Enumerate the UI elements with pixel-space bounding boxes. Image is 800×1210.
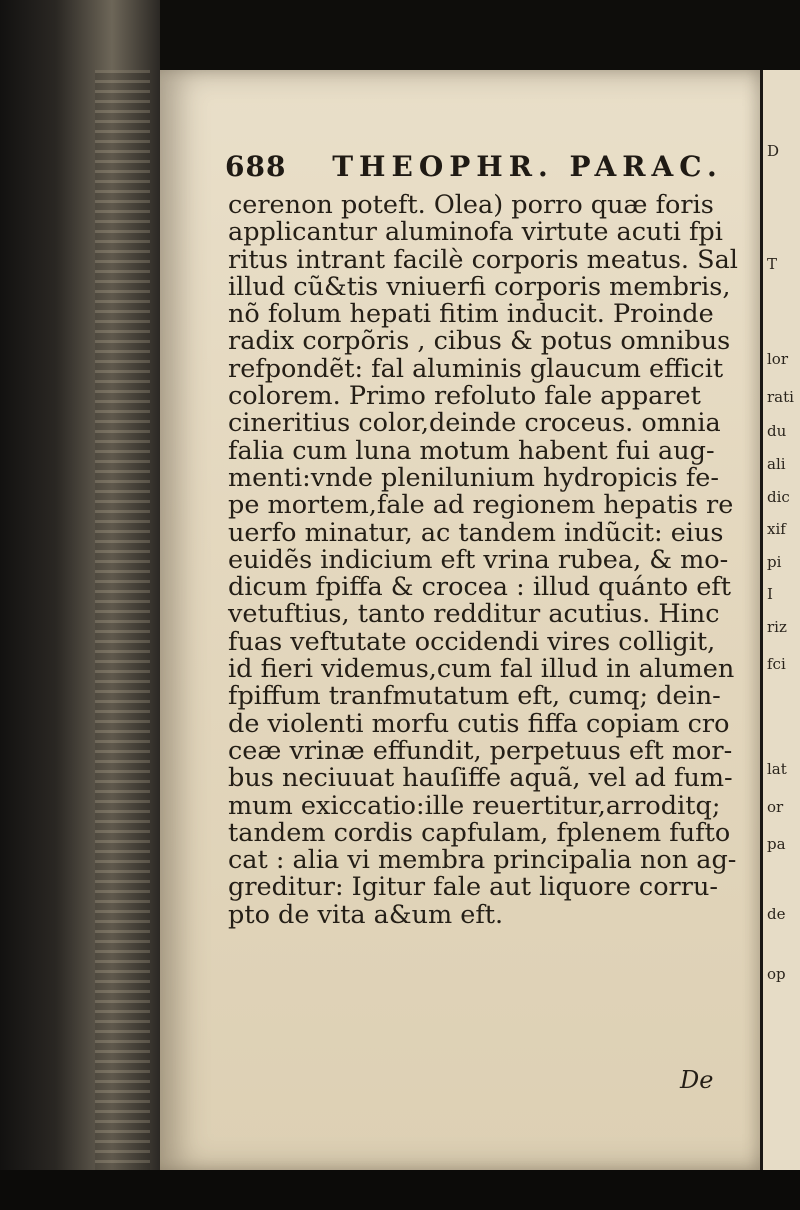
facing-fragment: pa: [767, 835, 786, 853]
facing-fragment: lat: [767, 760, 787, 778]
text-line: radix corpõris , cibus & potus omnibus: [228, 326, 731, 357]
text-line: nõ folum hepati fitim inducit. Proinde: [228, 299, 714, 330]
facing-fragment: ali: [767, 455, 786, 473]
facing-fragment: D: [767, 142, 780, 160]
scan-background: [0, 1170, 800, 1210]
facing-fragment: op: [767, 965, 786, 983]
text-line: illud cũ&tis vniuerfi corporis membris,: [228, 271, 731, 302]
facing-fragment: I: [767, 585, 773, 603]
facing-fragment: rati: [767, 388, 794, 406]
text-line: fuas veftutate occidendi vires colligit,: [228, 626, 716, 657]
facing-fragment: pi: [767, 553, 782, 571]
facing-page-edge: [760, 70, 800, 1170]
page-number: 688: [225, 150, 287, 183]
text-line: menti:vnde plenilunium hydropicis fe-: [228, 462, 719, 493]
facing-fragment: fci: [767, 655, 786, 673]
facing-fragment: lor: [767, 350, 788, 368]
facing-fragment: dic: [767, 488, 790, 506]
text-line: cineritius color,deinde croceus. omnia: [228, 408, 721, 439]
text-line: id fieri videmus,cum fal illud in alumen: [228, 654, 735, 685]
running-header: [225, 150, 745, 186]
text-line: pe mortem,fale ad regionem hepatis re: [228, 490, 734, 521]
text-line: pto de vita a&um eft.: [228, 899, 504, 930]
text-line: applicantur aluminofa virtute acuti fpi: [228, 217, 723, 248]
facing-fragment: T: [767, 255, 778, 273]
text-line: dicum fpiffa & crocea : illud quánto eft: [228, 572, 731, 603]
text-line: cat : alia vi membra principalia non ag-: [228, 845, 737, 876]
facing-fragment: riz: [767, 618, 787, 636]
catchword: De: [680, 1066, 714, 1094]
text-line: uerfo minatur, ac tandem indũcit: eius: [228, 517, 724, 548]
text-line: cerenon poteft. Olea) porro quæ foris: [228, 190, 714, 220]
running-title: THEOPHR. PARAC.: [332, 150, 723, 183]
text-line: ritus intrant facilè corporis meatus. Sal: [228, 244, 738, 275]
text-line: ceæ vrinæ effundit, perpetuus eft mor-: [228, 735, 733, 766]
body-text: [228, 192, 753, 929]
facing-fragment: xif: [767, 520, 786, 538]
text-line: bus neciuuat hauſiffe aquã, vel ad fum-: [228, 763, 733, 794]
text-line: de violenti morfu cutis fiffa copiam cro: [228, 708, 730, 739]
text-line: refpondẽt: fal aluminis glaucum efficit: [228, 353, 724, 384]
text-line: tandem cordis capfulam, fplenem fufto: [228, 817, 731, 848]
text-line: euidẽs indicium eft vrina rubea, & mo-: [228, 544, 729, 575]
text-line: vetuftius, tanto redditur acutius. Hinc: [228, 599, 720, 630]
facing-fragment: du: [767, 422, 787, 440]
text-line: mum exiccatio:ille reuertitur,arroditq;: [228, 790, 721, 821]
facing-fragment: de: [767, 905, 786, 923]
book-gutter: [0, 0, 160, 1210]
text-line: greditur: Igitur fale aut liquore corru-: [228, 872, 718, 903]
text-line: colorem. Primo refoluto fale apparet: [228, 381, 701, 412]
text-line: falia cum luna motum habent fui aug-: [228, 435, 715, 466]
text-line: fpiffum tranfmutatum eft, cumq; dein-: [228, 681, 721, 712]
facing-fragment: or: [767, 798, 784, 816]
